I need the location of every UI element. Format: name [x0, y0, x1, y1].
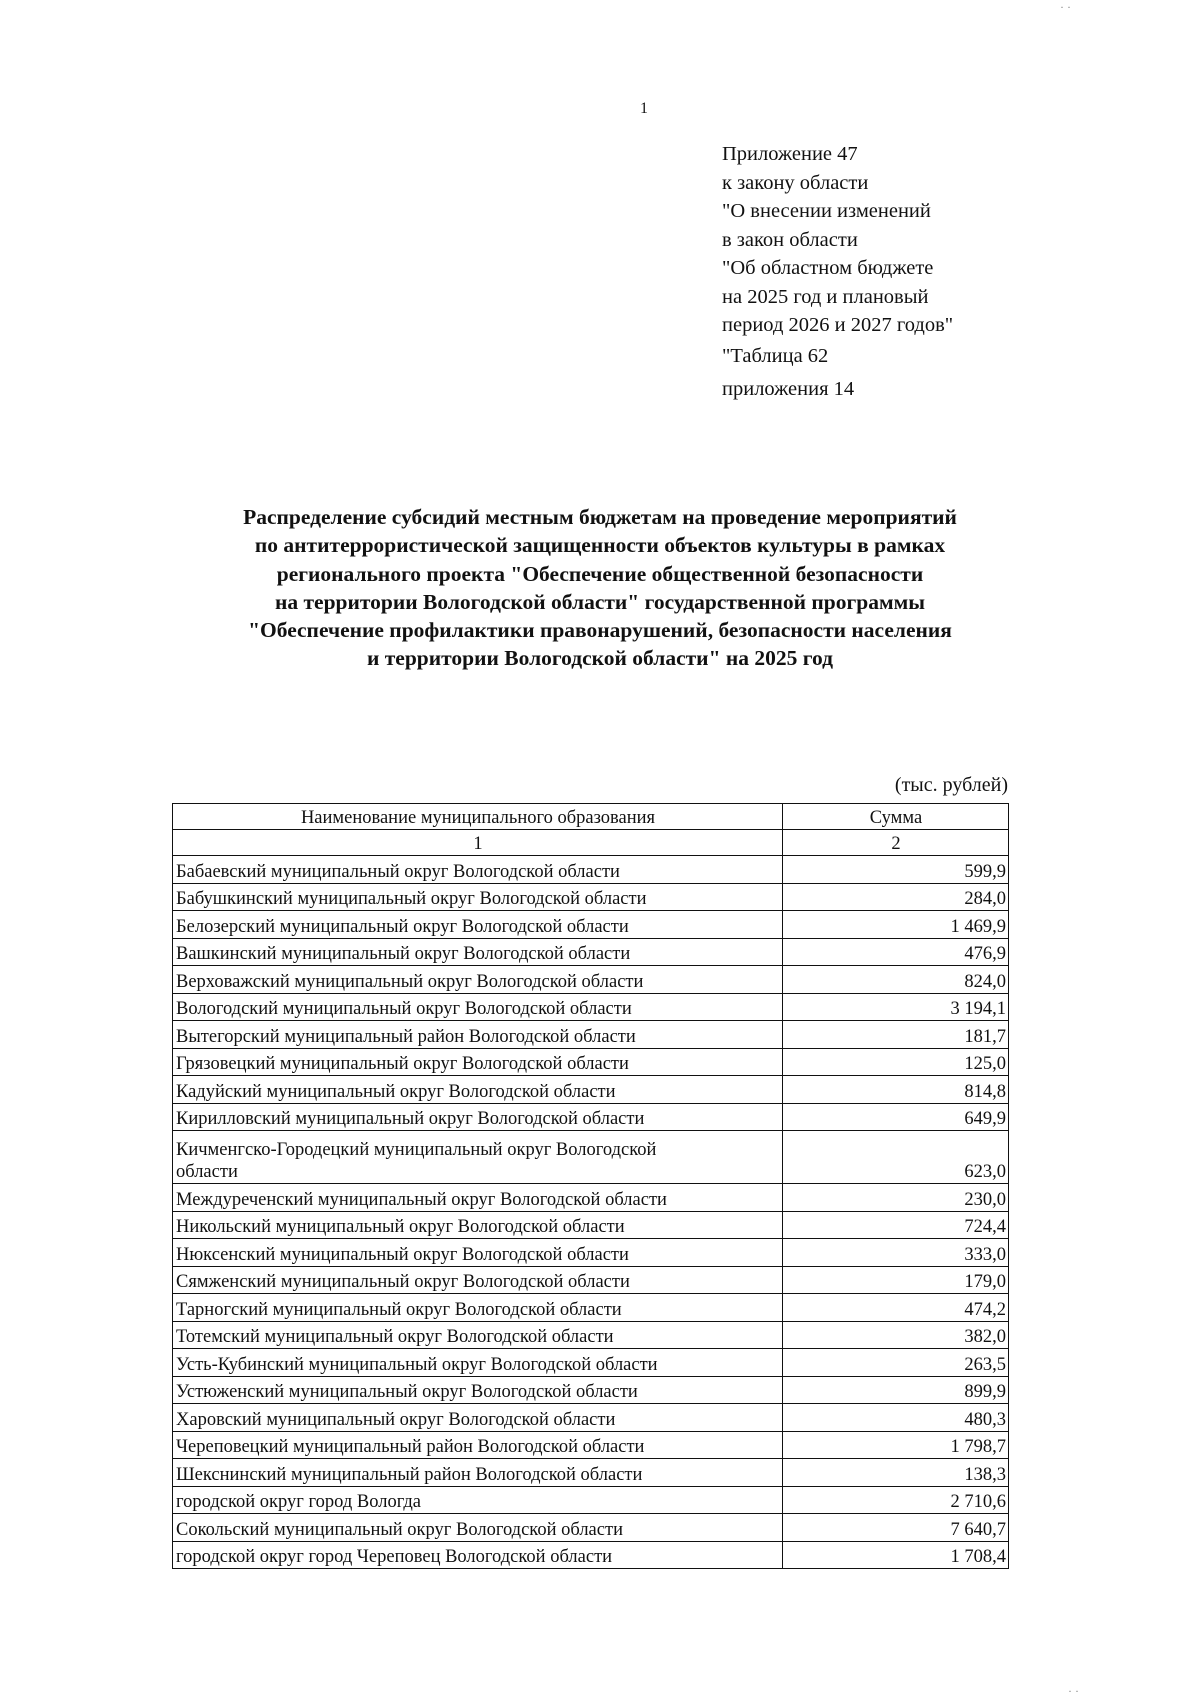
subsidy-amount: 382,0	[783, 1321, 1009, 1349]
table-header-row	[173, 804, 1009, 830]
appendix-line: "О внесении изменений	[722, 200, 931, 222]
municipality-name-text: Череповецкий муниципальный район Вологодской области	[176, 1437, 645, 1457]
appendix-line: на 2025 год и плановый	[722, 285, 929, 308]
municipality-name-text: Белозерский муниципальный округ Вологодской области	[176, 916, 629, 937]
subsidy-amount: 724,4	[783, 1211, 1009, 1239]
table-row	[173, 1404, 1009, 1432]
subsidy-amount: 899,9	[783, 1376, 1009, 1404]
appendix-line: период 2026 и 2027 годов"	[722, 314, 954, 336]
municipality-name	[173, 856, 783, 884]
municipality-name	[173, 1184, 783, 1212]
table-row	[173, 1266, 1009, 1294]
appendix-line: к закону области	[722, 171, 869, 194]
title-line: и территории Вологодской области" на 2025 год	[366, 646, 834, 671]
municipality-name	[173, 1404, 783, 1432]
table-row	[173, 1076, 1009, 1104]
appendix-reference	[722, 140, 953, 404]
municipality-name	[173, 1239, 783, 1267]
table-row	[173, 1131, 1009, 1184]
municipality-name	[173, 1459, 783, 1487]
subsidy-amount: 125,0	[783, 1048, 1009, 1076]
subsidy-amount: 284,0	[783, 883, 1009, 911]
municipality-name-text: Сямженский муниципальный округ Вологодской области	[176, 1272, 630, 1292]
subsidy-amount: 623,0	[783, 1131, 1009, 1184]
subsidy-amount: 230,0	[783, 1184, 1009, 1212]
table-row	[173, 1184, 1009, 1212]
subsidy-amount: 2 710,6	[783, 1486, 1009, 1514]
appendix-line: Приложение 47	[722, 143, 858, 165]
table-row	[173, 1103, 1009, 1131]
municipality-name	[173, 1349, 783, 1377]
municipality-name	[173, 1431, 783, 1459]
municipality-name-text: Усть-Кубинский муниципальный округ Вологодской области	[176, 1354, 658, 1375]
table-row	[173, 1514, 1009, 1542]
table-row	[173, 1321, 1009, 1349]
subsidy-amount: 474,2	[783, 1294, 1009, 1322]
municipality-name-text: Устюженский муниципальный округ Вологодской области	[176, 1382, 638, 1402]
column-header-name: Наименование муниципального образования	[173, 804, 783, 830]
column-header-sum: Сумма	[783, 804, 1009, 830]
municipality-name	[173, 1321, 783, 1349]
municipality-name	[173, 1103, 783, 1131]
table-row	[173, 1021, 1009, 1049]
appendix-line: "Таблица 62	[722, 344, 829, 367]
subsidy-amount: 333,0	[783, 1239, 1009, 1267]
municipality-name	[173, 1131, 783, 1184]
table-row	[173, 1048, 1009, 1076]
municipality-name	[173, 1514, 783, 1542]
title-line: регионального проекта "Обеспечение общественной безопасности	[276, 561, 924, 586]
subsidy-amount: 824,0	[783, 966, 1009, 994]
units-label: (тыс. рублей)	[894, 774, 1008, 796]
document-title	[150, 503, 1050, 673]
subsidy-amount: 1 469,9	[783, 911, 1009, 939]
table-row	[173, 1239, 1009, 1267]
municipality-name-text: Харовский муниципальный округ Вологодской области	[176, 1409, 616, 1430]
municipality-name-text: Шекснинский муниципальный район Вологодской области	[176, 1464, 643, 1485]
municipality-name-text: городской округ город Череповец Вологодской области	[176, 1547, 613, 1567]
subsidy-amount: 179,0	[783, 1266, 1009, 1294]
municipality-name	[173, 1294, 783, 1322]
municipality-name	[173, 1211, 783, 1239]
municipality-name-text: Нюксенский муниципальный округ Вологодской области	[176, 1244, 629, 1265]
municipality-name-text: Никольский муниципальный округ Вологодской области	[176, 1217, 625, 1237]
municipality-name-text: Междуреченский муниципальный округ Вологодской области	[176, 1189, 667, 1210]
subsidy-amount: 263,5	[783, 1349, 1009, 1377]
table-row	[173, 1349, 1009, 1377]
table-row	[173, 1211, 1009, 1239]
municipality-name-text-line2: области	[176, 1162, 238, 1182]
page-number: 1	[640, 100, 648, 117]
municipality-name-text: Сокольский муниципальный округ Вологодской области	[176, 1519, 623, 1540]
municipality-name	[173, 1048, 783, 1076]
municipality-name-text: Грязовецкий муниципальный округ Вологодской области	[176, 1054, 629, 1074]
table-row	[173, 938, 1009, 966]
scan-edge-mark: · ·	[1068, 1684, 1079, 1698]
table-row	[173, 911, 1009, 939]
municipality-name	[173, 938, 783, 966]
column-number-row	[173, 830, 1009, 856]
municipality-name	[173, 1021, 783, 1049]
municipality-name	[173, 1076, 783, 1104]
municipality-name	[173, 1541, 783, 1569]
table-row	[173, 1294, 1009, 1322]
column-number-1: 1	[173, 830, 783, 856]
municipality-name	[173, 993, 783, 1021]
subsidy-amount: 480,3	[783, 1404, 1009, 1432]
municipality-name-text: городской округ город Вологда	[176, 1492, 421, 1512]
municipality-name-text: Кичменгско-Городецкий муниципальный округ Вологодской	[176, 1140, 657, 1160]
municipality-name-text: Бабаевский муниципальный округ Вологодской области	[176, 861, 620, 882]
municipality-name-text: Бабушкинский муниципальный округ Вологодской области	[176, 889, 647, 909]
subsidy-amount: 599,9	[783, 856, 1009, 884]
municipality-name-text: Вашкинский муниципальный округ Вологодской области	[176, 944, 631, 964]
subsidy-amount: 814,8	[783, 1076, 1009, 1104]
table-row	[173, 1459, 1009, 1487]
subsidy-amount: 1 798,7	[783, 1431, 1009, 1459]
table-row	[173, 1486, 1009, 1514]
subsidy-amount: 138,3	[783, 1459, 1009, 1487]
municipality-name	[173, 883, 783, 911]
table-row	[173, 993, 1009, 1021]
subsidy-amount: 7 640,7	[783, 1514, 1009, 1542]
appendix-line: приложения 14	[722, 378, 855, 400]
municipality-name-text: Кадуйский муниципальный округ Вологодской области	[176, 1081, 616, 1102]
table-row	[173, 1376, 1009, 1404]
municipality-name-text: Кирилловский муниципальный округ Вологодской области	[176, 1109, 645, 1129]
title-line: Распределение субсидий местным бюджетам на проведение мероприятий	[243, 505, 957, 529]
subsidy-amount: 3 194,1	[783, 993, 1009, 1021]
municipality-name	[173, 966, 783, 994]
subsidy-amount: 476,9	[783, 938, 1009, 966]
municipality-name	[173, 1376, 783, 1404]
subsidy-amount: 1 708,4	[783, 1541, 1009, 1569]
table-row	[173, 1541, 1009, 1569]
title-line: по антитеррористической защищенности объектов культуры в рамках	[254, 533, 946, 558]
municipality-name	[173, 911, 783, 939]
appendix-line: "Об областном бюджете	[722, 257, 934, 279]
municipality-name-text: Вологодский муниципальный округ Вологодской области	[176, 999, 632, 1019]
subsidy-allocation-table	[172, 803, 1009, 1569]
municipality-name-text: Верховажский муниципальный округ Вологодской области	[176, 971, 644, 992]
municipality-name-text: Тотемский муниципальный округ Вологодской области	[176, 1327, 614, 1347]
scan-edge-mark: · ·	[1060, 0, 1071, 14]
subsidy-amount: 649,9	[783, 1103, 1009, 1131]
table-row	[173, 883, 1009, 911]
title-line: на территории Вологодской области" государственной программы	[274, 589, 926, 614]
municipality-name-text: Тарногский муниципальный округ Вологодской области	[176, 1299, 622, 1320]
municipality-name-text: Вытегорский муниципальный район Вологодской области	[176, 1026, 636, 1047]
table-row	[173, 856, 1009, 884]
table-row	[173, 1431, 1009, 1459]
appendix-line: в закон области	[722, 228, 858, 251]
subsidy-amount: 181,7	[783, 1021, 1009, 1049]
municipality-name	[173, 1266, 783, 1294]
title-line: "Обеспечение профилактики правонарушений, безопасности населения	[248, 618, 952, 643]
column-number-2: 2	[783, 830, 1009, 856]
table-row	[173, 966, 1009, 994]
municipality-name	[173, 1486, 783, 1514]
